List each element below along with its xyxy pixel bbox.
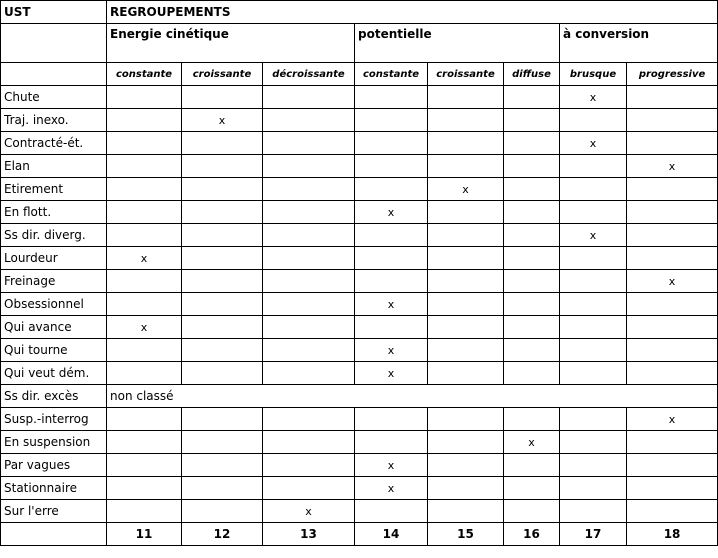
mark-cell xyxy=(627,339,718,362)
group-potentielle: potentielle xyxy=(355,24,560,63)
mark-cell xyxy=(182,477,263,500)
subheader-cell: progressive xyxy=(627,63,718,86)
mark-cell xyxy=(428,247,504,270)
mark-cell xyxy=(355,109,428,132)
mark-cell: x xyxy=(107,316,182,339)
table-row xyxy=(1,454,718,477)
row-label: Obsessionnel xyxy=(1,293,107,316)
mark-cell xyxy=(182,155,263,178)
mark-cell xyxy=(428,408,504,431)
mark-cell xyxy=(263,293,355,316)
row-label: Lourdeur xyxy=(1,247,107,270)
mark-cell: x xyxy=(627,155,718,178)
mark-cell xyxy=(263,224,355,247)
row-label: Freinage xyxy=(1,270,107,293)
mark-cell xyxy=(504,316,560,339)
mark-cell xyxy=(182,500,263,523)
mark-cell xyxy=(263,316,355,339)
mark-cell xyxy=(355,431,428,454)
mark-cell xyxy=(627,316,718,339)
mark-cell xyxy=(182,293,263,316)
mark-cell xyxy=(107,362,182,385)
mark-cell xyxy=(504,408,560,431)
mark-cell xyxy=(560,431,627,454)
mark-cell xyxy=(560,454,627,477)
mark-cell xyxy=(428,316,504,339)
mark-cell xyxy=(627,178,718,201)
table-row xyxy=(1,178,718,201)
row-label: Traj. inexo. xyxy=(1,109,107,132)
mark-cell xyxy=(428,86,504,109)
empty-subheader-cell xyxy=(1,63,107,86)
mark-cell xyxy=(263,362,355,385)
subheader-cell: brusque xyxy=(560,63,627,86)
mark-cell xyxy=(263,86,355,109)
mark-cell xyxy=(182,247,263,270)
mark-cell xyxy=(263,454,355,477)
row-label: Qui tourne xyxy=(1,339,107,362)
mark-cell xyxy=(107,224,182,247)
row-label: Ss dir. excès xyxy=(1,385,107,408)
row-label: Contracté-ét. xyxy=(1,132,107,155)
row-label: Sur l'erre xyxy=(1,500,107,523)
table-row xyxy=(1,362,718,385)
table-row xyxy=(1,316,718,339)
mark-cell xyxy=(627,132,718,155)
mark-cell xyxy=(182,431,263,454)
header-row-3 xyxy=(1,63,718,86)
mark-cell xyxy=(263,270,355,293)
mark-cell xyxy=(182,201,263,224)
row-label: Stationnaire xyxy=(1,477,107,500)
mark-cell xyxy=(560,477,627,500)
mark-cell xyxy=(627,109,718,132)
mark-cell xyxy=(560,155,627,178)
mark-cell xyxy=(107,155,182,178)
mark-cell xyxy=(560,247,627,270)
mark-cell xyxy=(263,109,355,132)
mark-cell xyxy=(428,454,504,477)
table-row xyxy=(1,431,718,454)
mark-cell: x xyxy=(560,132,627,155)
table-row xyxy=(1,132,718,155)
mark-cell xyxy=(560,270,627,293)
mark-cell xyxy=(428,477,504,500)
row-label: Susp.-interrog xyxy=(1,408,107,431)
row-label: En suspension xyxy=(1,431,107,454)
mark-cell xyxy=(560,408,627,431)
mark-cell xyxy=(355,500,428,523)
empty-footer-cell xyxy=(1,523,107,546)
mark-cell xyxy=(107,109,182,132)
mark-cell xyxy=(182,270,263,293)
mark-cell: x xyxy=(504,431,560,454)
mark-cell xyxy=(428,293,504,316)
mark-cell xyxy=(428,362,504,385)
column-number: 17 xyxy=(560,523,627,546)
mark-cell xyxy=(504,109,560,132)
mark-cell: x xyxy=(627,408,718,431)
mark-cell xyxy=(504,132,560,155)
subheader-cell: constante xyxy=(107,63,182,86)
mark-cell: x xyxy=(428,178,504,201)
row-label: Par vagues xyxy=(1,454,107,477)
header-row-2 xyxy=(1,24,718,63)
mark-cell: x xyxy=(560,86,627,109)
mark-cell xyxy=(182,316,263,339)
column-number: 14 xyxy=(355,523,428,546)
mark-cell xyxy=(107,477,182,500)
regroupements-header: REGROUPEMENTS xyxy=(107,1,718,24)
mark-cell xyxy=(263,178,355,201)
mark-cell: x xyxy=(355,362,428,385)
mark-cell xyxy=(627,477,718,500)
header-row-1 xyxy=(1,1,718,24)
mark-cell xyxy=(504,477,560,500)
mark-cell xyxy=(627,362,718,385)
mark-cell xyxy=(428,155,504,178)
mark-cell: x xyxy=(627,270,718,293)
mark-cell xyxy=(263,431,355,454)
mark-cell xyxy=(627,431,718,454)
ust-header: UST xyxy=(1,1,107,24)
column-number: 15 xyxy=(428,523,504,546)
mark-cell xyxy=(627,454,718,477)
mark-cell xyxy=(355,316,428,339)
mark-cell xyxy=(504,201,560,224)
table-row xyxy=(1,385,718,408)
mark-cell xyxy=(107,201,182,224)
mark-cell xyxy=(627,224,718,247)
table-row xyxy=(1,270,718,293)
mark-cell xyxy=(504,178,560,201)
row-label: Qui avance xyxy=(1,316,107,339)
mark-cell xyxy=(182,224,263,247)
row-note: non classé xyxy=(107,385,718,408)
mark-cell xyxy=(504,454,560,477)
group-energie-cinetique: Energie cinétique xyxy=(107,24,355,63)
mark-cell xyxy=(560,339,627,362)
mark-cell xyxy=(355,178,428,201)
table-row xyxy=(1,201,718,224)
table-row xyxy=(1,247,718,270)
column-number: 12 xyxy=(182,523,263,546)
mark-cell xyxy=(182,339,263,362)
row-label: Ss dir. diverg. xyxy=(1,224,107,247)
mark-cell xyxy=(428,431,504,454)
mark-cell xyxy=(560,201,627,224)
row-label: En flott. xyxy=(1,201,107,224)
table-row xyxy=(1,224,718,247)
mark-cell xyxy=(355,247,428,270)
table-row xyxy=(1,477,718,500)
footer-row xyxy=(1,523,718,546)
mark-cell xyxy=(355,155,428,178)
table-row xyxy=(1,109,718,132)
mark-cell xyxy=(428,500,504,523)
row-label: Elan xyxy=(1,155,107,178)
column-number: 16 xyxy=(504,523,560,546)
mark-cell xyxy=(182,132,263,155)
mark-cell xyxy=(428,224,504,247)
mark-cell xyxy=(504,155,560,178)
mark-cell xyxy=(107,178,182,201)
mark-cell: x xyxy=(263,500,355,523)
mark-cell xyxy=(504,362,560,385)
mark-cell xyxy=(627,201,718,224)
mark-cell xyxy=(182,362,263,385)
mark-cell: x xyxy=(355,339,428,362)
mark-cell: x xyxy=(182,109,263,132)
row-label: Qui veut dém. xyxy=(1,362,107,385)
mark-cell xyxy=(560,109,627,132)
mark-cell xyxy=(428,201,504,224)
column-number: 13 xyxy=(263,523,355,546)
table-row xyxy=(1,408,718,431)
mark-cell xyxy=(560,500,627,523)
mark-cell xyxy=(107,500,182,523)
mark-cell xyxy=(560,178,627,201)
subheader-cell: croissante xyxy=(428,63,504,86)
mark-cell xyxy=(107,454,182,477)
mark-cell xyxy=(627,86,718,109)
mark-cell xyxy=(504,293,560,316)
mark-cell xyxy=(355,132,428,155)
table-body xyxy=(1,1,718,546)
table-row xyxy=(1,339,718,362)
subheader-cell: constante xyxy=(355,63,428,86)
mark-cell xyxy=(263,247,355,270)
mark-cell: x xyxy=(107,247,182,270)
mark-cell xyxy=(627,500,718,523)
row-label: Etirement xyxy=(1,178,107,201)
mark-cell xyxy=(428,270,504,293)
mark-cell xyxy=(560,316,627,339)
mark-cell: x xyxy=(355,293,428,316)
column-number: 11 xyxy=(107,523,182,546)
mark-cell: x xyxy=(355,477,428,500)
empty-header-cell xyxy=(1,24,107,63)
subheader-cell: diffuse xyxy=(504,63,560,86)
mark-cell xyxy=(627,247,718,270)
mark-cell xyxy=(107,86,182,109)
mark-cell xyxy=(355,270,428,293)
mark-cell xyxy=(560,293,627,316)
mark-cell xyxy=(428,132,504,155)
mark-cell xyxy=(182,86,263,109)
mark-cell xyxy=(263,408,355,431)
mark-cell xyxy=(355,86,428,109)
mark-cell xyxy=(107,132,182,155)
subheader-cell: croissante xyxy=(182,63,263,86)
column-number: 18 xyxy=(627,523,718,546)
mark-cell xyxy=(428,109,504,132)
mark-cell xyxy=(263,201,355,224)
mark-cell xyxy=(107,431,182,454)
mark-cell xyxy=(504,500,560,523)
mark-cell xyxy=(107,270,182,293)
mark-cell xyxy=(107,339,182,362)
mark-cell xyxy=(182,178,263,201)
group-a-conversion: à conversion xyxy=(560,24,718,63)
mark-cell xyxy=(107,408,182,431)
mark-cell xyxy=(428,339,504,362)
mark-cell xyxy=(263,477,355,500)
mark-cell xyxy=(560,362,627,385)
table-row xyxy=(1,500,718,523)
mark-cell xyxy=(504,86,560,109)
mark-cell xyxy=(263,155,355,178)
mark-cell xyxy=(355,408,428,431)
mark-cell xyxy=(263,339,355,362)
mark-cell: x xyxy=(355,454,428,477)
mark-cell xyxy=(504,270,560,293)
subheader-cell: décroissante xyxy=(263,63,355,86)
mark-cell xyxy=(504,247,560,270)
table-row xyxy=(1,293,718,316)
mark-cell xyxy=(263,132,355,155)
mark-cell xyxy=(355,224,428,247)
mark-cell xyxy=(182,408,263,431)
mark-cell xyxy=(504,339,560,362)
mark-cell: x xyxy=(355,201,428,224)
mark-cell xyxy=(182,454,263,477)
mark-cell xyxy=(627,293,718,316)
mark-cell xyxy=(504,224,560,247)
mark-cell xyxy=(107,293,182,316)
table-row xyxy=(1,86,718,109)
row-label: Chute xyxy=(1,86,107,109)
table-row xyxy=(1,155,718,178)
mark-cell: x xyxy=(560,224,627,247)
